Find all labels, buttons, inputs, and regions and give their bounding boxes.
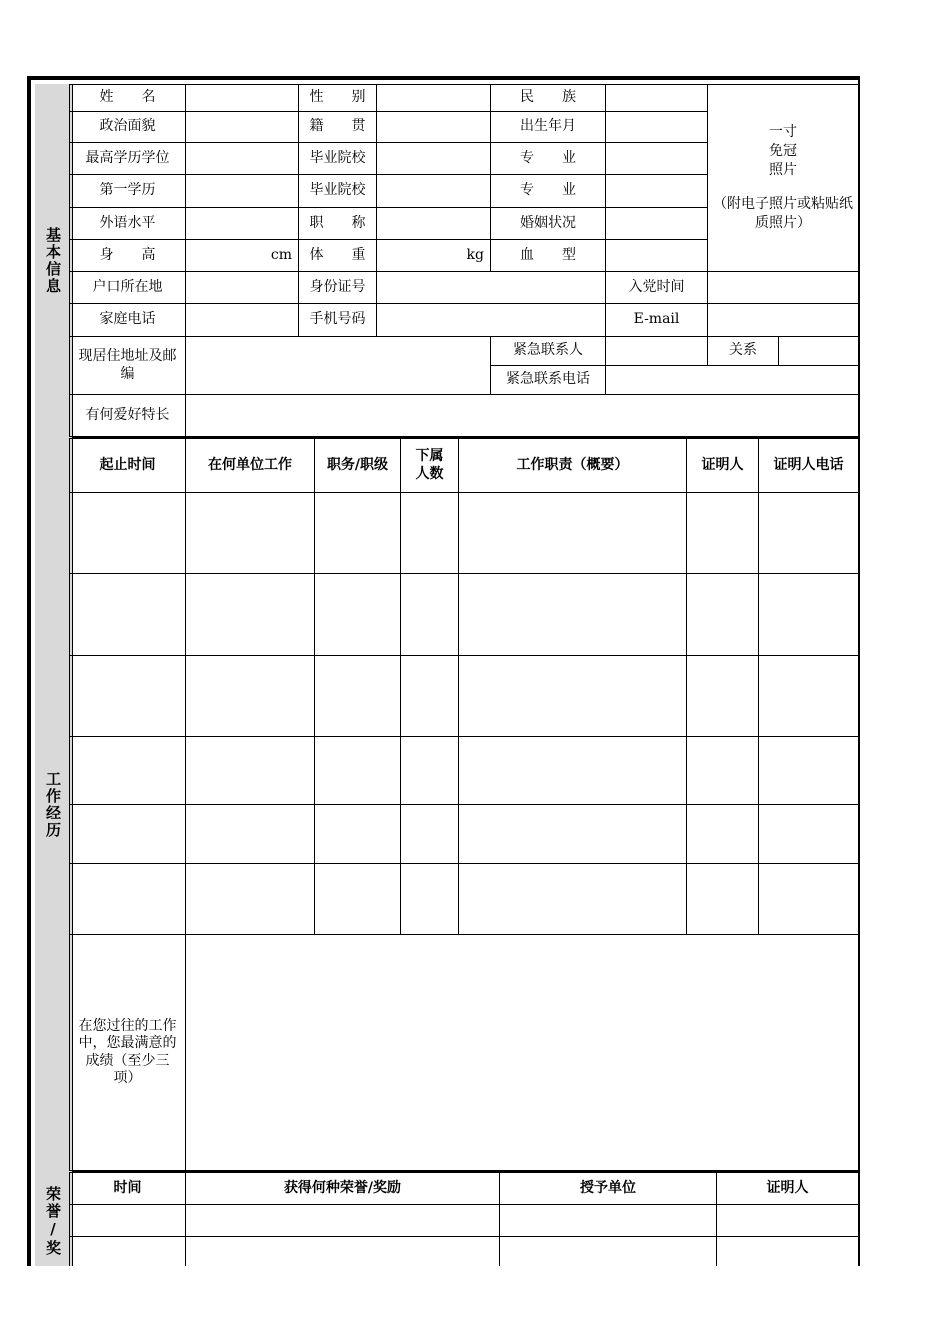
section-label-basic: 基本信息 bbox=[35, 84, 73, 438]
table-row bbox=[70, 656, 859, 737]
section-label-work: 工作经历 bbox=[35, 438, 73, 1172]
field-emergency-contact[interactable] bbox=[606, 337, 708, 366]
label-home-phone: 家庭电话 bbox=[70, 304, 186, 337]
label-relation: 关系 bbox=[708, 337, 779, 366]
label-birth: 出生年月 bbox=[491, 112, 606, 143]
label-native: 籍 贯 bbox=[299, 112, 377, 143]
field-relation[interactable] bbox=[779, 337, 859, 366]
label-name: 姓 名 bbox=[70, 85, 186, 112]
label-hobbies: 有何爱好特长 bbox=[70, 395, 186, 437]
label-id-no: 身份证号 bbox=[299, 272, 377, 304]
photo-note: （附电子照片或粘贴纸质照片） bbox=[713, 196, 853, 232]
field-politics[interactable] bbox=[186, 112, 299, 143]
work-header-referee: 证明人 bbox=[687, 439, 759, 493]
label-address: 现居住地址及邮编 bbox=[70, 337, 186, 395]
label-email: E-mail bbox=[606, 304, 708, 337]
table-row bbox=[70, 493, 859, 574]
field-home-phone[interactable] bbox=[186, 304, 299, 337]
field-major2[interactable] bbox=[606, 175, 708, 208]
work-header-referee-phone: 证明人电话 bbox=[759, 439, 859, 493]
label-ethnicity: 民 族 bbox=[491, 85, 606, 112]
field-native[interactable] bbox=[377, 112, 491, 143]
field-address[interactable] bbox=[186, 337, 491, 395]
field-language[interactable] bbox=[186, 208, 299, 240]
field-major1[interactable] bbox=[606, 143, 708, 175]
photo-box[interactable]: 一寸 免冠 照片 （附电子照片或粘贴纸质照片） bbox=[708, 85, 859, 272]
field-birth[interactable] bbox=[606, 112, 708, 143]
field-height[interactable] bbox=[186, 240, 299, 272]
table-row bbox=[70, 574, 859, 656]
label-marital: 婚姻状况 bbox=[491, 208, 606, 240]
field-gender[interactable] bbox=[377, 85, 491, 112]
label-emergency-phone: 紧急联系电话 bbox=[491, 366, 606, 395]
work-header-subordinates: 下属人数 bbox=[401, 439, 459, 493]
label-language: 外语水平 bbox=[70, 208, 186, 240]
table-row bbox=[70, 737, 859, 805]
label-height: 身 高 bbox=[70, 240, 186, 272]
work-header-position: 职务/职级 bbox=[315, 439, 401, 493]
label-hukou: 户口所在地 bbox=[70, 272, 186, 304]
honors-header-award: 获得何种荣誉/奖励 bbox=[186, 1173, 500, 1205]
label-emergency-contact: 紧急联系人 bbox=[491, 337, 606, 366]
field-blood[interactable] bbox=[606, 240, 708, 272]
label-first-degree: 第一学历 bbox=[70, 175, 186, 208]
label-major1: 专 业 bbox=[491, 143, 606, 175]
table-row bbox=[70, 1205, 859, 1237]
field-id-no[interactable] bbox=[377, 272, 606, 304]
honors-header-time: 时间 bbox=[70, 1173, 186, 1205]
label-gender: 性 别 bbox=[299, 85, 377, 112]
label-blood: 血 型 bbox=[491, 240, 606, 272]
work-header-employer: 在何单位工作 bbox=[186, 439, 315, 493]
label-party-date: 入党时间 bbox=[606, 272, 708, 304]
work-experience-table bbox=[69, 438, 859, 1171]
honors-table bbox=[69, 1172, 859, 1266]
field-school1[interactable] bbox=[377, 143, 491, 175]
honors-header-referee: 证明人 bbox=[717, 1173, 859, 1205]
label-mobile: 手机号码 bbox=[299, 304, 377, 337]
field-marital[interactable] bbox=[606, 208, 708, 240]
field-title[interactable] bbox=[377, 208, 491, 240]
honors-header-issuer: 授予单位 bbox=[500, 1173, 717, 1205]
field-degree[interactable] bbox=[186, 143, 299, 175]
field-achievements[interactable] bbox=[186, 935, 859, 1171]
weight-unit: kg bbox=[466, 246, 484, 263]
field-emergency-phone[interactable] bbox=[606, 366, 859, 395]
label-title: 职 称 bbox=[299, 208, 377, 240]
field-hukou[interactable] bbox=[186, 272, 299, 304]
work-header-period: 起止时间 bbox=[70, 439, 186, 493]
table-row bbox=[70, 1237, 859, 1267]
field-first-degree[interactable] bbox=[186, 175, 299, 208]
label-degree: 最高学历学位 bbox=[70, 143, 186, 175]
height-unit: cm bbox=[270, 246, 292, 263]
field-party-date[interactable] bbox=[708, 272, 859, 304]
label-politics: 政治面貌 bbox=[70, 112, 186, 143]
section-label-honors: 荣誉/奖 bbox=[35, 1172, 73, 1266]
resume-form-sheet bbox=[27, 76, 860, 1266]
label-achievements: 在您过往的工作中，您最满意的成绩（至少三项） bbox=[70, 935, 186, 1171]
field-name[interactable] bbox=[186, 85, 299, 112]
work-header-duties: 工作职责（概要） bbox=[459, 439, 687, 493]
field-hobbies[interactable] bbox=[186, 395, 859, 437]
field-school2[interactable] bbox=[377, 175, 491, 208]
label-major2: 专 业 bbox=[491, 175, 606, 208]
table-row bbox=[70, 805, 859, 864]
label-school1: 毕业院校 bbox=[299, 143, 377, 175]
field-email[interactable] bbox=[708, 304, 859, 337]
table-row bbox=[70, 864, 859, 935]
basic-info-table bbox=[69, 84, 859, 437]
field-weight[interactable] bbox=[377, 240, 491, 272]
field-ethnicity[interactable] bbox=[606, 85, 708, 112]
field-mobile[interactable] bbox=[377, 304, 606, 337]
label-school2: 毕业院校 bbox=[299, 175, 377, 208]
label-weight: 体 重 bbox=[299, 240, 377, 272]
